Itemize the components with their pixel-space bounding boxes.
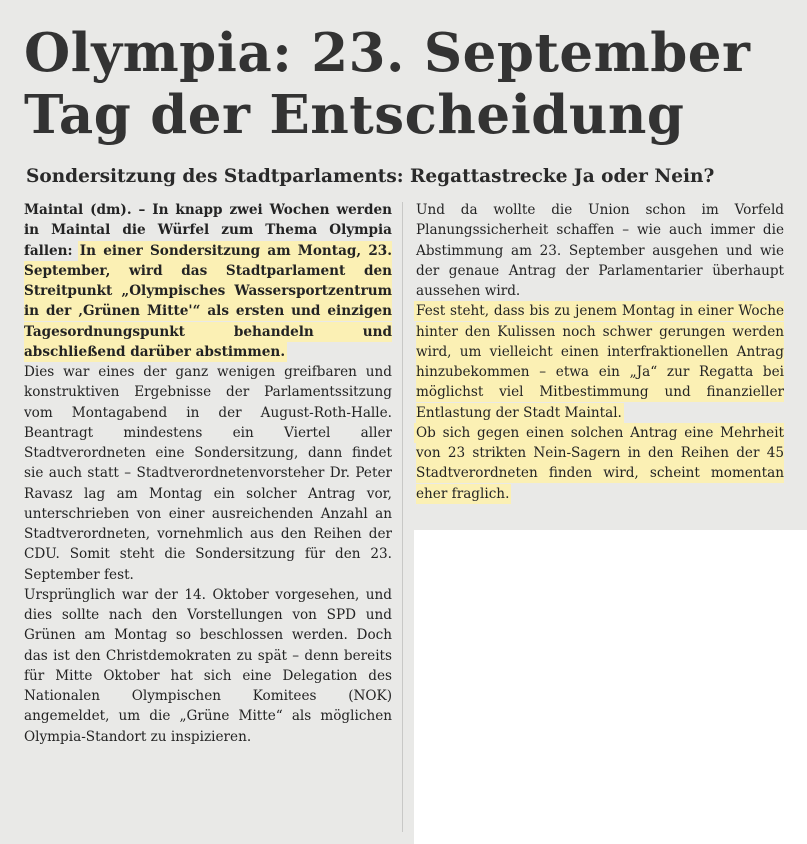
article-column-right xyxy=(416,200,784,504)
article-column-left xyxy=(24,200,392,747)
body-paragraph-5 xyxy=(416,423,784,504)
headline-line-2: Tag der Entscheidung xyxy=(24,84,685,146)
body-paragraph-3: Und da wollte die Union schon im Vorfeld Planungssicherheit schaffen – wie auch immer die Abstimmung am 23. September ausgehen und wie der genaue Antrag der Parlamentarier überhaupt aussehen wird. xyxy=(416,202,784,299)
lead-paragraph xyxy=(24,200,392,362)
body-paragraph-4 xyxy=(416,301,784,423)
subheadline: Sondersitzung des Stadtparlaments: Regattastrecke Ja oder Nein? xyxy=(26,166,715,187)
body-paragraph-1: Dies war eines der ganz wenigen greifbaren und konstruktiven Ergebnisse der Parlamentssitzung vom Montagabend in der August-Roth-Halle. Beantragt mindestens ein Viertel aller Stadtverordneten eine Sondersitzung, dann findet sie auch statt – Stadtverordnetenvorsteher Dr. Peter Ravasz lag am Montag ein solcher Antrag vor, unterschrieben von einer ausreichenden Anzahl an Stadtverordneten, vornehmlich aus den Reihen der CDU. Somit steht die Sondersitzung für den 23. September fest. xyxy=(24,364,392,583)
highlighted-lead-text: In einer Sondersitzung am Montag, 23. September, wird das Stadtparlament den Streitpunkt „Olympisches Wassersportzentrum in der ‚Grünen Mitte'“ als ersten und einzigen Tagesordnungspunkt behandeln und abschließend darüber abstimmen. xyxy=(24,242,393,360)
dateline: Maintal (dm). – xyxy=(24,202,146,218)
highlighted-paragraph-5: Ob sich gegen einen solchen Antrag eine Mehrheit von 23 strikten Nein-Sagern in den Reihen der 45 Stadtverordneten finden wird, scheint momentan eher fraglich. xyxy=(416,424,784,502)
highlighted-paragraph-4: Fest steht, dass bis zu jenem Montag in einer Woche hinter den Kulissen noch schwer gerungen werden wird, um vielleicht einen interfraktionellen Antrag hinzubekommen – etwa ein „Ja“ zur Regatta bei möglichst viel Mitbestimmung und finanzieller Entlastung der Stadt Maintal. xyxy=(416,303,784,421)
headline-line-1: Olympia: 23. September xyxy=(24,22,751,84)
lead-text: In knapp zwei Wochen werden in Maintal die Würfel zum Thema Olympia fallen: xyxy=(24,202,393,259)
body-paragraph-2: Ursprünglich war der 14. Oktober vorgesehen, und dies sollte nach den Vorstellungen von SPD und Grünen am Montag so beschlossen werden. Doch das ist den Christdemokraten zu spät – denn bereits für Mitte Oktober hat sich eine Delegation des Nationalen Olympischen Komitees (NOK) angemeldet, um die „Grüne Mitte“ als möglichen Olympia-Standort zu inspizieren. xyxy=(24,586,392,745)
headline xyxy=(24,22,794,146)
column-divider xyxy=(402,202,403,832)
